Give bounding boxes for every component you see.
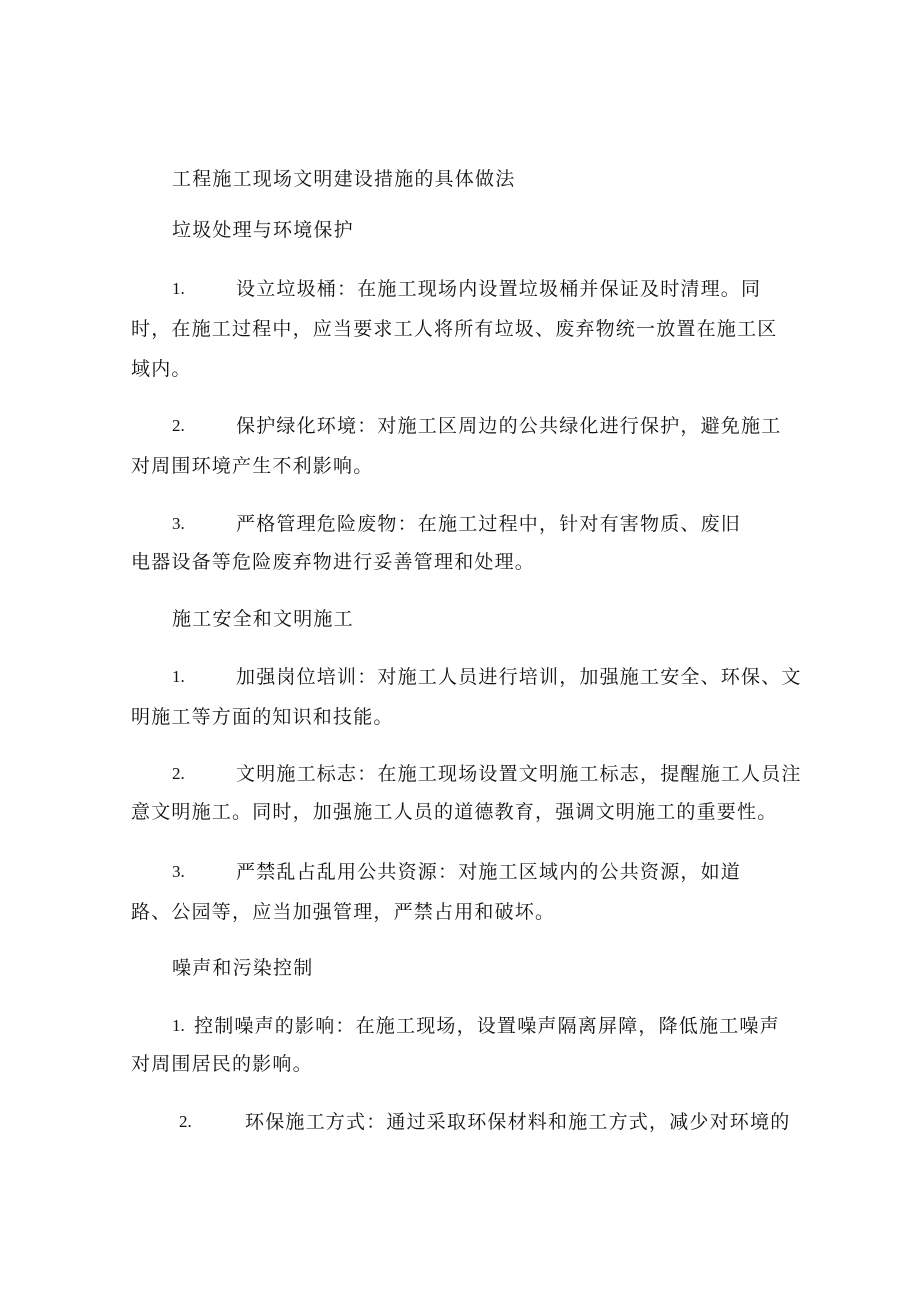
list-item-number: 2. — [172, 416, 185, 435]
list-item-text: 严格管理危险废物：在施工过程中，针对有害物质、废旧 — [236, 513, 742, 535]
list-item-text: 意文明施工。同时，加强施工人员的道德教育，强调文明施工的重要性。 — [131, 801, 778, 823]
list-item-text: 控制噪声的影响：在施工现场，设置噪声隔离屏障，降低施工噪声 — [194, 1015, 780, 1037]
section-heading: 施工安全和文明施工 — [172, 608, 354, 630]
list-item-text: 路、公园等，应当加强管理，严禁占用和破坏。 — [131, 901, 556, 923]
list-item-text: 时，在施工过程中，应当要求工人将所有垃圾、废弃物统一放置在施工区 — [131, 318, 778, 340]
list-item-text: 环保施工方式：通过采取环保材料和施工方式，减少对环境的 — [245, 1111, 791, 1133]
list-item-text: 加强岗位培训：对施工人员进行培训，加强施工安全、环保、文 — [236, 666, 802, 688]
section-heading: 噪声和污染控制 — [172, 957, 314, 979]
list-item-number: 3. — [172, 862, 185, 881]
list-item-number: 1. — [172, 279, 185, 298]
list-item-text: 严禁乱占乱用公共资源：对施工区域内的公共资源，如道 — [236, 861, 742, 883]
document-title: 工程施工现场文明建设措施的具体做法 — [172, 168, 516, 190]
list-item-text: 文明施工标志：在施工现场设置文明施工标志，提醒施工人员注 — [236, 763, 802, 785]
list-item-text: 明施工等方面的知识和技能。 — [131, 706, 394, 728]
list-item-text: 对周围环境产生不利影响。 — [131, 455, 374, 477]
list-item-text: 保护绿化环境：对施工区周边的公共绿化进行保护，避免施工 — [236, 415, 782, 437]
list-item-number: 2. — [172, 764, 185, 783]
list-item-number: 1. — [172, 667, 185, 686]
list-item-number: 3. — [172, 514, 185, 533]
list-item-number: 2. — [179, 1112, 192, 1131]
list-item-text: 域内。 — [131, 358, 192, 380]
list-item-text: 电器设备等危险废弃物进行妥善管理和处理。 — [131, 551, 536, 573]
list-item-number: 1. — [172, 1016, 185, 1035]
list-item-text: 对周围居民的影响。 — [131, 1053, 313, 1075]
section-heading: 垃圾处理与环境保护 — [172, 219, 354, 241]
list-item-text: 设立垃圾桶：在施工现场内设置垃圾桶并保证及时清理。同 — [236, 278, 762, 300]
